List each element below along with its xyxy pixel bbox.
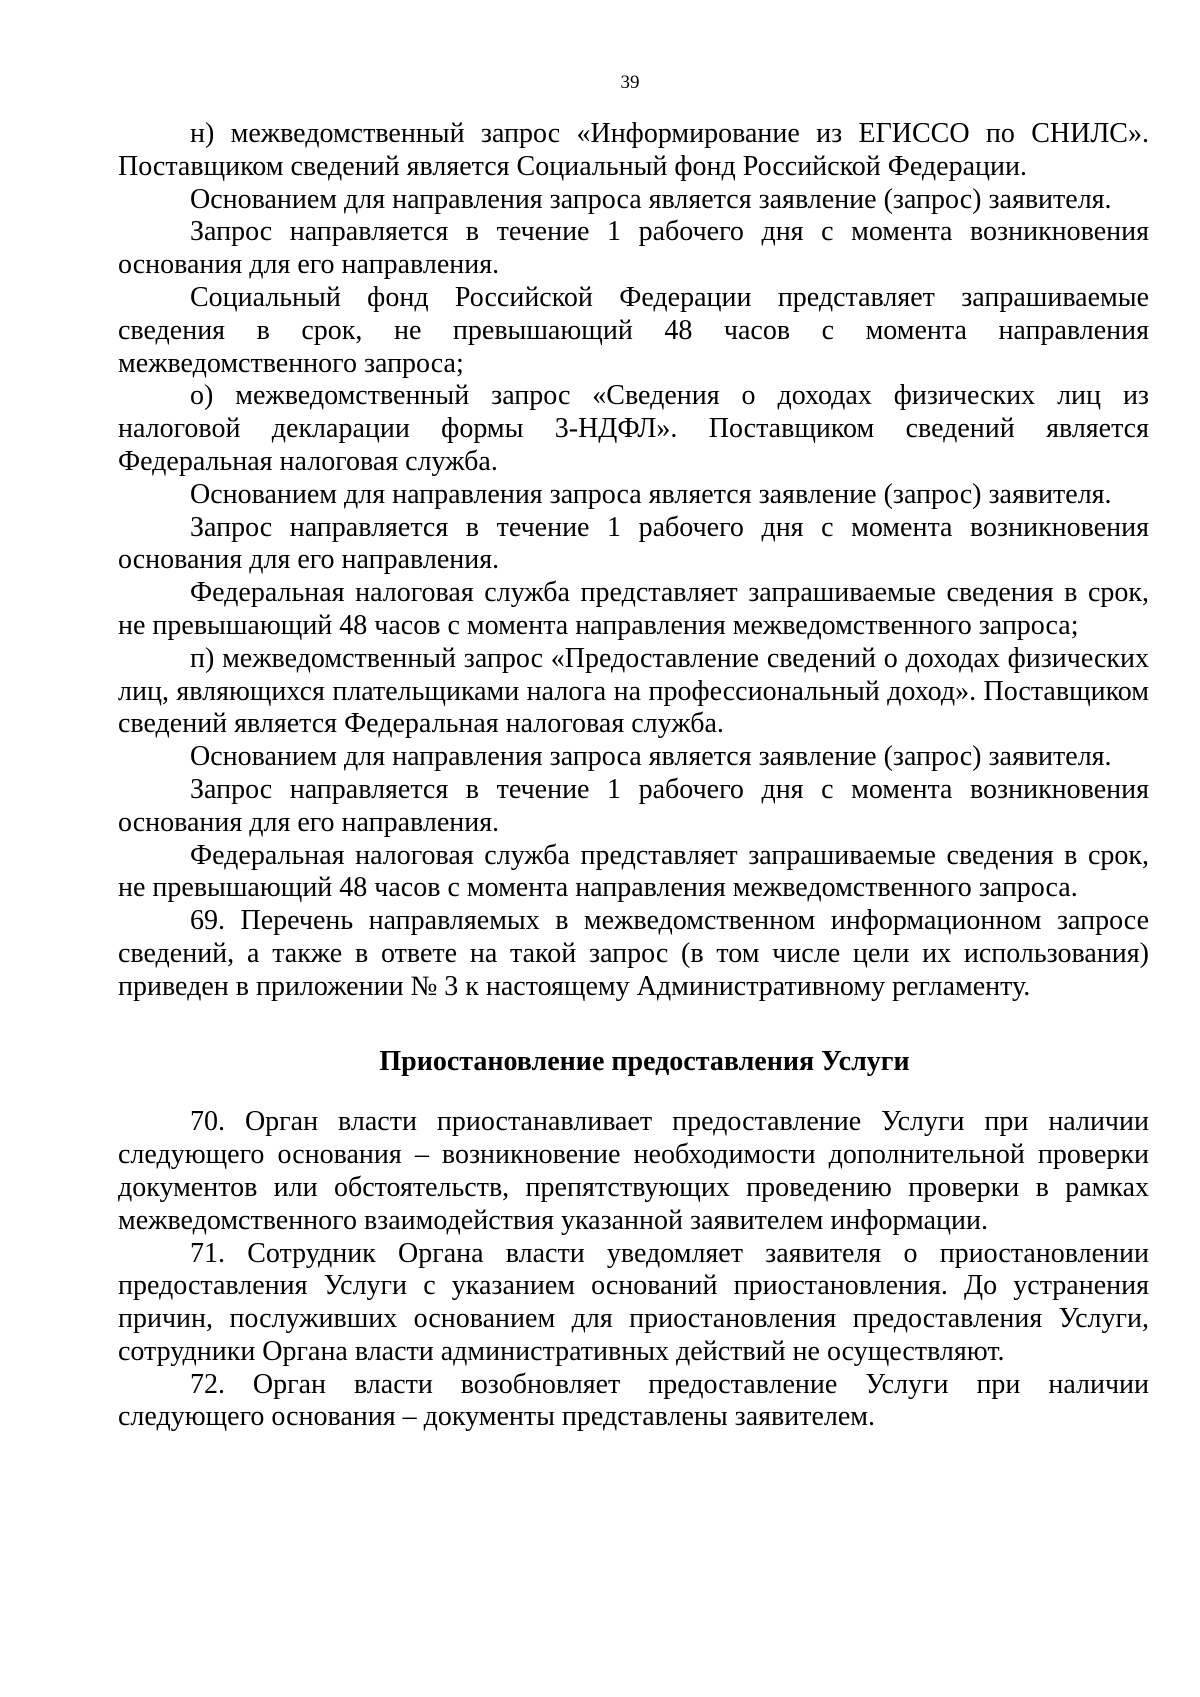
paragraph-item-71: 71. Сотрудник Органа власти уведомляет заявителя о приостановлении предоставления Услуги с указанием оснований приостановления. До устранения причин, послуживших основанием для приостановления предоставления Услуги, сотрудники Органа власти административных действий не осуществляют.	[118, 1237, 1149, 1367]
paragraph-provider-term: Федеральная налоговая служба представляет запрашиваемые сведения в срок, не превышающий 48 часов с момента направления межведомственного запроса.	[118, 839, 1149, 904]
paragraph-provider-term: Социальный фонд Российской Федерации представляет запрашиваемые сведения в срок, не превышающий 48 часов с момента направления межведомственного запроса;	[118, 281, 1149, 379]
paragraph-item-70: 70. Орган власти приостанавливает предоставление Услуги при наличии следующего основания – возникновение необходимости дополнительной проверки документов или обстоятельств, препятствующих проведению проверки в рамках межведомственного взаимодействия указанной заявителем информации.	[118, 1106, 1149, 1236]
page-number: 39	[620, 72, 640, 93]
paragraph-basis: Основанием для направления запроса является заявление (запрос) заявителя.	[190, 478, 1112, 510]
paragraph-request-p: п) межведомственный запрос «Предоставление сведений о доходах физических лиц, являющихся плательщиками налога на профессиональный доход». Поставщиком сведений является Федеральная налоговая служба.	[118, 642, 1149, 740]
paragraph-provider-term: Федеральная налоговая служба представляет запрашиваемые сведения в срок, не превышающий 48 часов с момента направления межведомственного запроса;	[118, 577, 1149, 641]
paragraph-item-72: 72. Орган власти возобновляет предоставление Услуги при наличии следующего основания – документы представлены заявителем.	[118, 1368, 1149, 1433]
section-heading: Приостановление предоставления Услуги	[379, 1045, 910, 1077]
paragraph-basis: Основанием для направления запроса является заявление (запрос) заявителя.	[190, 183, 1112, 215]
paragraph-item-69: 69. Перечень направляемых в межведомственном информационном запросе сведений, а также в ответе на такой запрос (в том числе цели их использования) приведен в приложении № 3 к настоящему Административному регламенту.	[118, 905, 1149, 1002]
document-body	[118, 118, 1149, 1434]
paragraph-request-o: о) межведомственный запрос «Сведения о доходах физических лиц из налоговой декларации формы 3-НДФЛ». Поставщиком сведений является Федеральная налоговая служба.	[118, 380, 1149, 477]
paragraph-basis: Основанием для направления запроса является заявление (запрос) заявителя.	[190, 741, 1112, 773]
paragraph-deadline: Запрос направляется в течение 1 рабочего дня с момента возникновения основания для его направления.	[118, 773, 1149, 838]
paragraph-request-n: н) межведомственный запрос «Информирование из ЕГИССО по СНИЛС». Поставщиком сведений является Социальный фонд Российской Федерации.	[118, 118, 1149, 182]
paragraph-deadline: Запрос направляется в течение 1 рабочего дня с момента возникновения основания для его направления.	[118, 216, 1149, 281]
paragraph-deadline: Запрос направляется в течение 1 рабочего дня с момента возникновения основания для его направления.	[118, 511, 1149, 576]
